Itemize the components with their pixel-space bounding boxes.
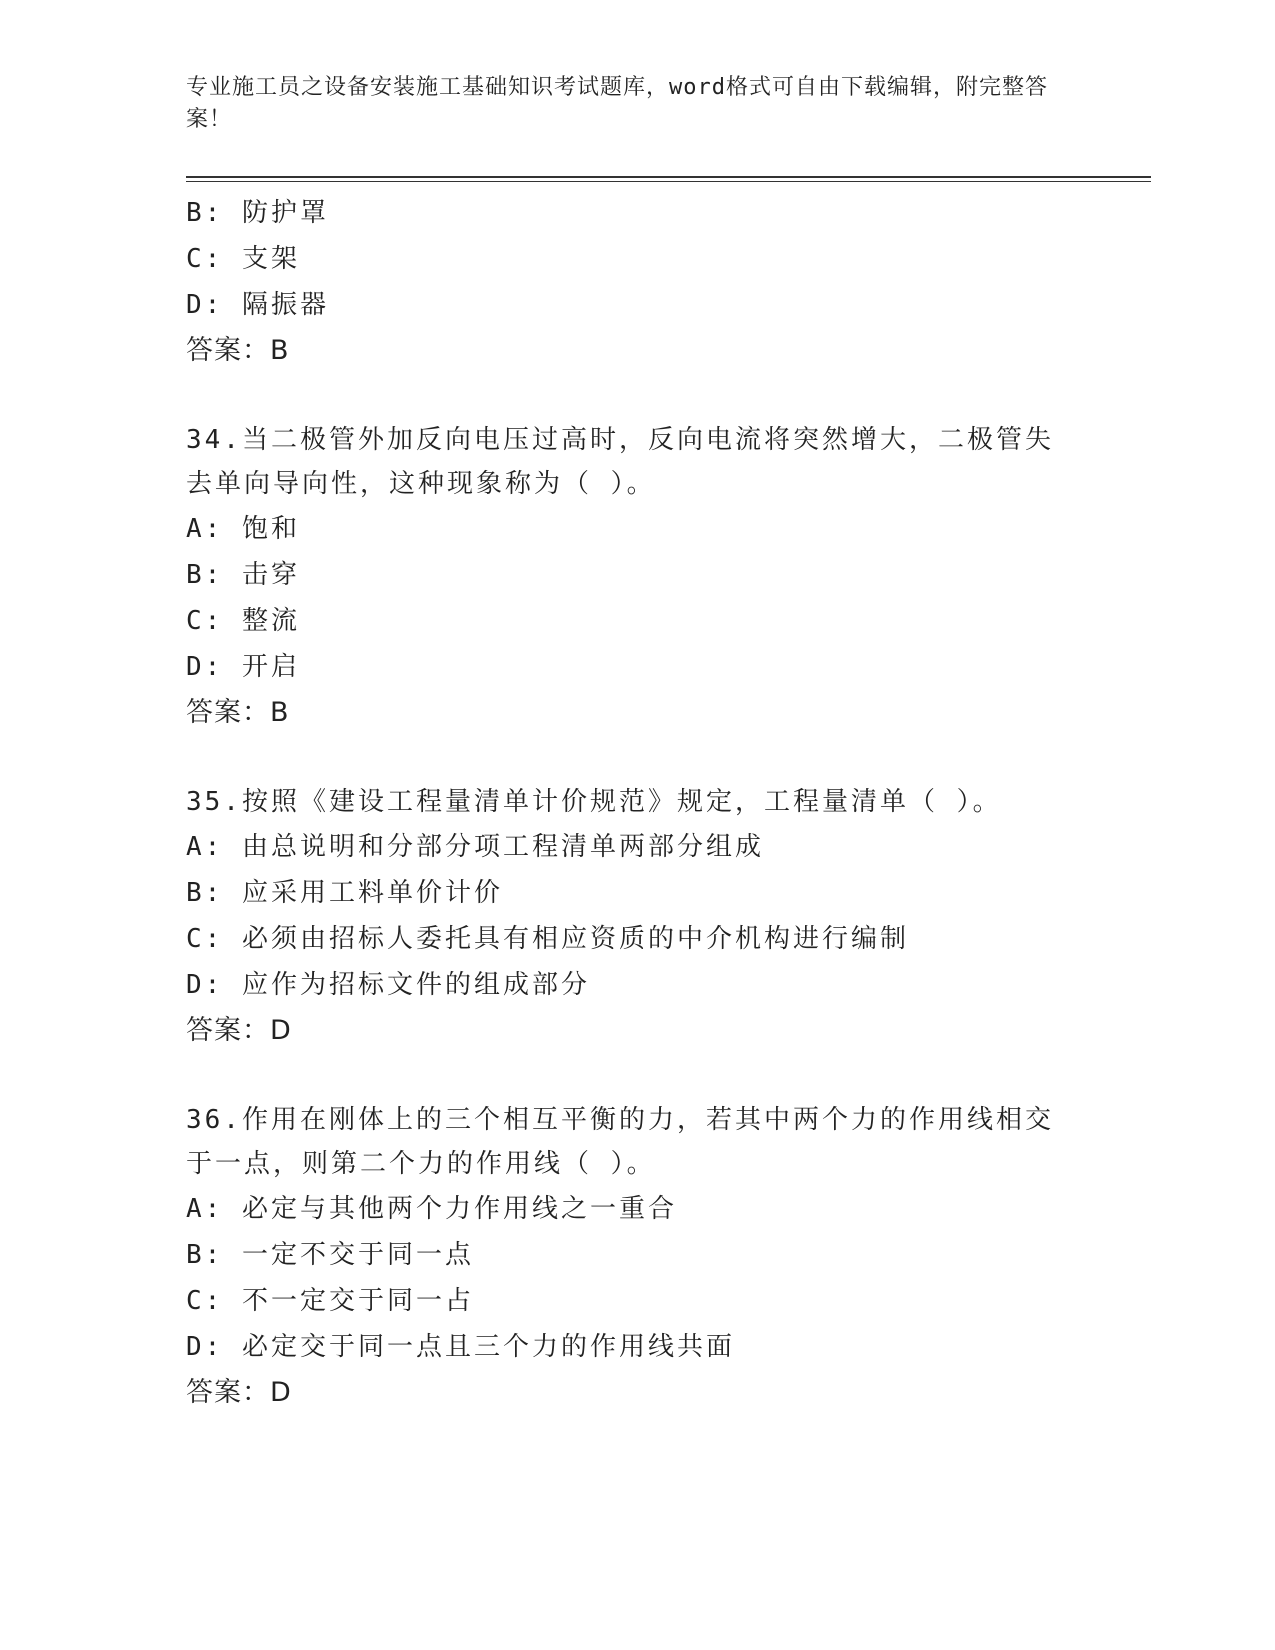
option-b: B: 击穿 [186, 560, 300, 590]
option-c: C: 整流 [186, 606, 300, 636]
option-b: B: 一定不交于同一点 [186, 1240, 474, 1270]
option-d: D: 应作为招标文件的组成部分 [186, 970, 590, 1000]
option-a: A: 由总说明和分部分项工程清单两部分组成 [186, 832, 764, 862]
question-text: 35.按照《建设工程量清单计价规范》规定，工程量清单（ ）。 [186, 787, 1002, 817]
option-c: C: 支架 [186, 244, 300, 274]
question-block-36 [186, 1098, 1086, 1416]
option-d: D: 开启 [186, 652, 300, 682]
question-text: 34.当二极管外加反向电压过高时，反向电流将突然增大，二极管失去单向导向性，这种现象称为（ ）。 [186, 425, 1054, 499]
spacer [186, 1054, 1086, 1098]
option-b: B: 防护罩 [186, 198, 329, 228]
question-text: 36.作用在刚体上的三个相互平衡的力，若其中两个力的作用线相交于一点，则第二个力的作用线（ ）。 [186, 1105, 1054, 1179]
option-c: C: 必须由招标人委托具有相应资质的中介机构进行编制 [186, 924, 909, 954]
option-c: C: 不一定交于同一占 [186, 1286, 474, 1316]
option-b: B: 应采用工料单价计价 [186, 878, 503, 908]
answer-line: 答案：D [186, 1015, 292, 1046]
header-rule [186, 176, 1151, 178]
answer-line: 答案：B [186, 697, 290, 728]
question-block-35 [186, 780, 1086, 1054]
header-rule-thin [186, 181, 1151, 182]
option-d: D: 必定交于同一点且三个力的作用线共面 [186, 1332, 735, 1362]
option-a: A: 必定与其他两个力作用线之一重合 [186, 1194, 677, 1224]
question-list [186, 190, 1086, 1416]
answer-line: 答案：B [186, 335, 290, 366]
answer-line: 答案：D [186, 1377, 292, 1408]
continued-question-block [186, 190, 1086, 374]
spacer [186, 736, 1086, 780]
option-a: A: 饱和 [186, 514, 300, 544]
option-d: D: 隔振器 [186, 290, 329, 320]
spacer [186, 374, 1086, 418]
document-header: 专业施工员之设备安装施工基础知识考试题库，word格式可自由下载编辑，附完整答案！ [186, 75, 1048, 132]
question-block-34 [186, 418, 1086, 736]
